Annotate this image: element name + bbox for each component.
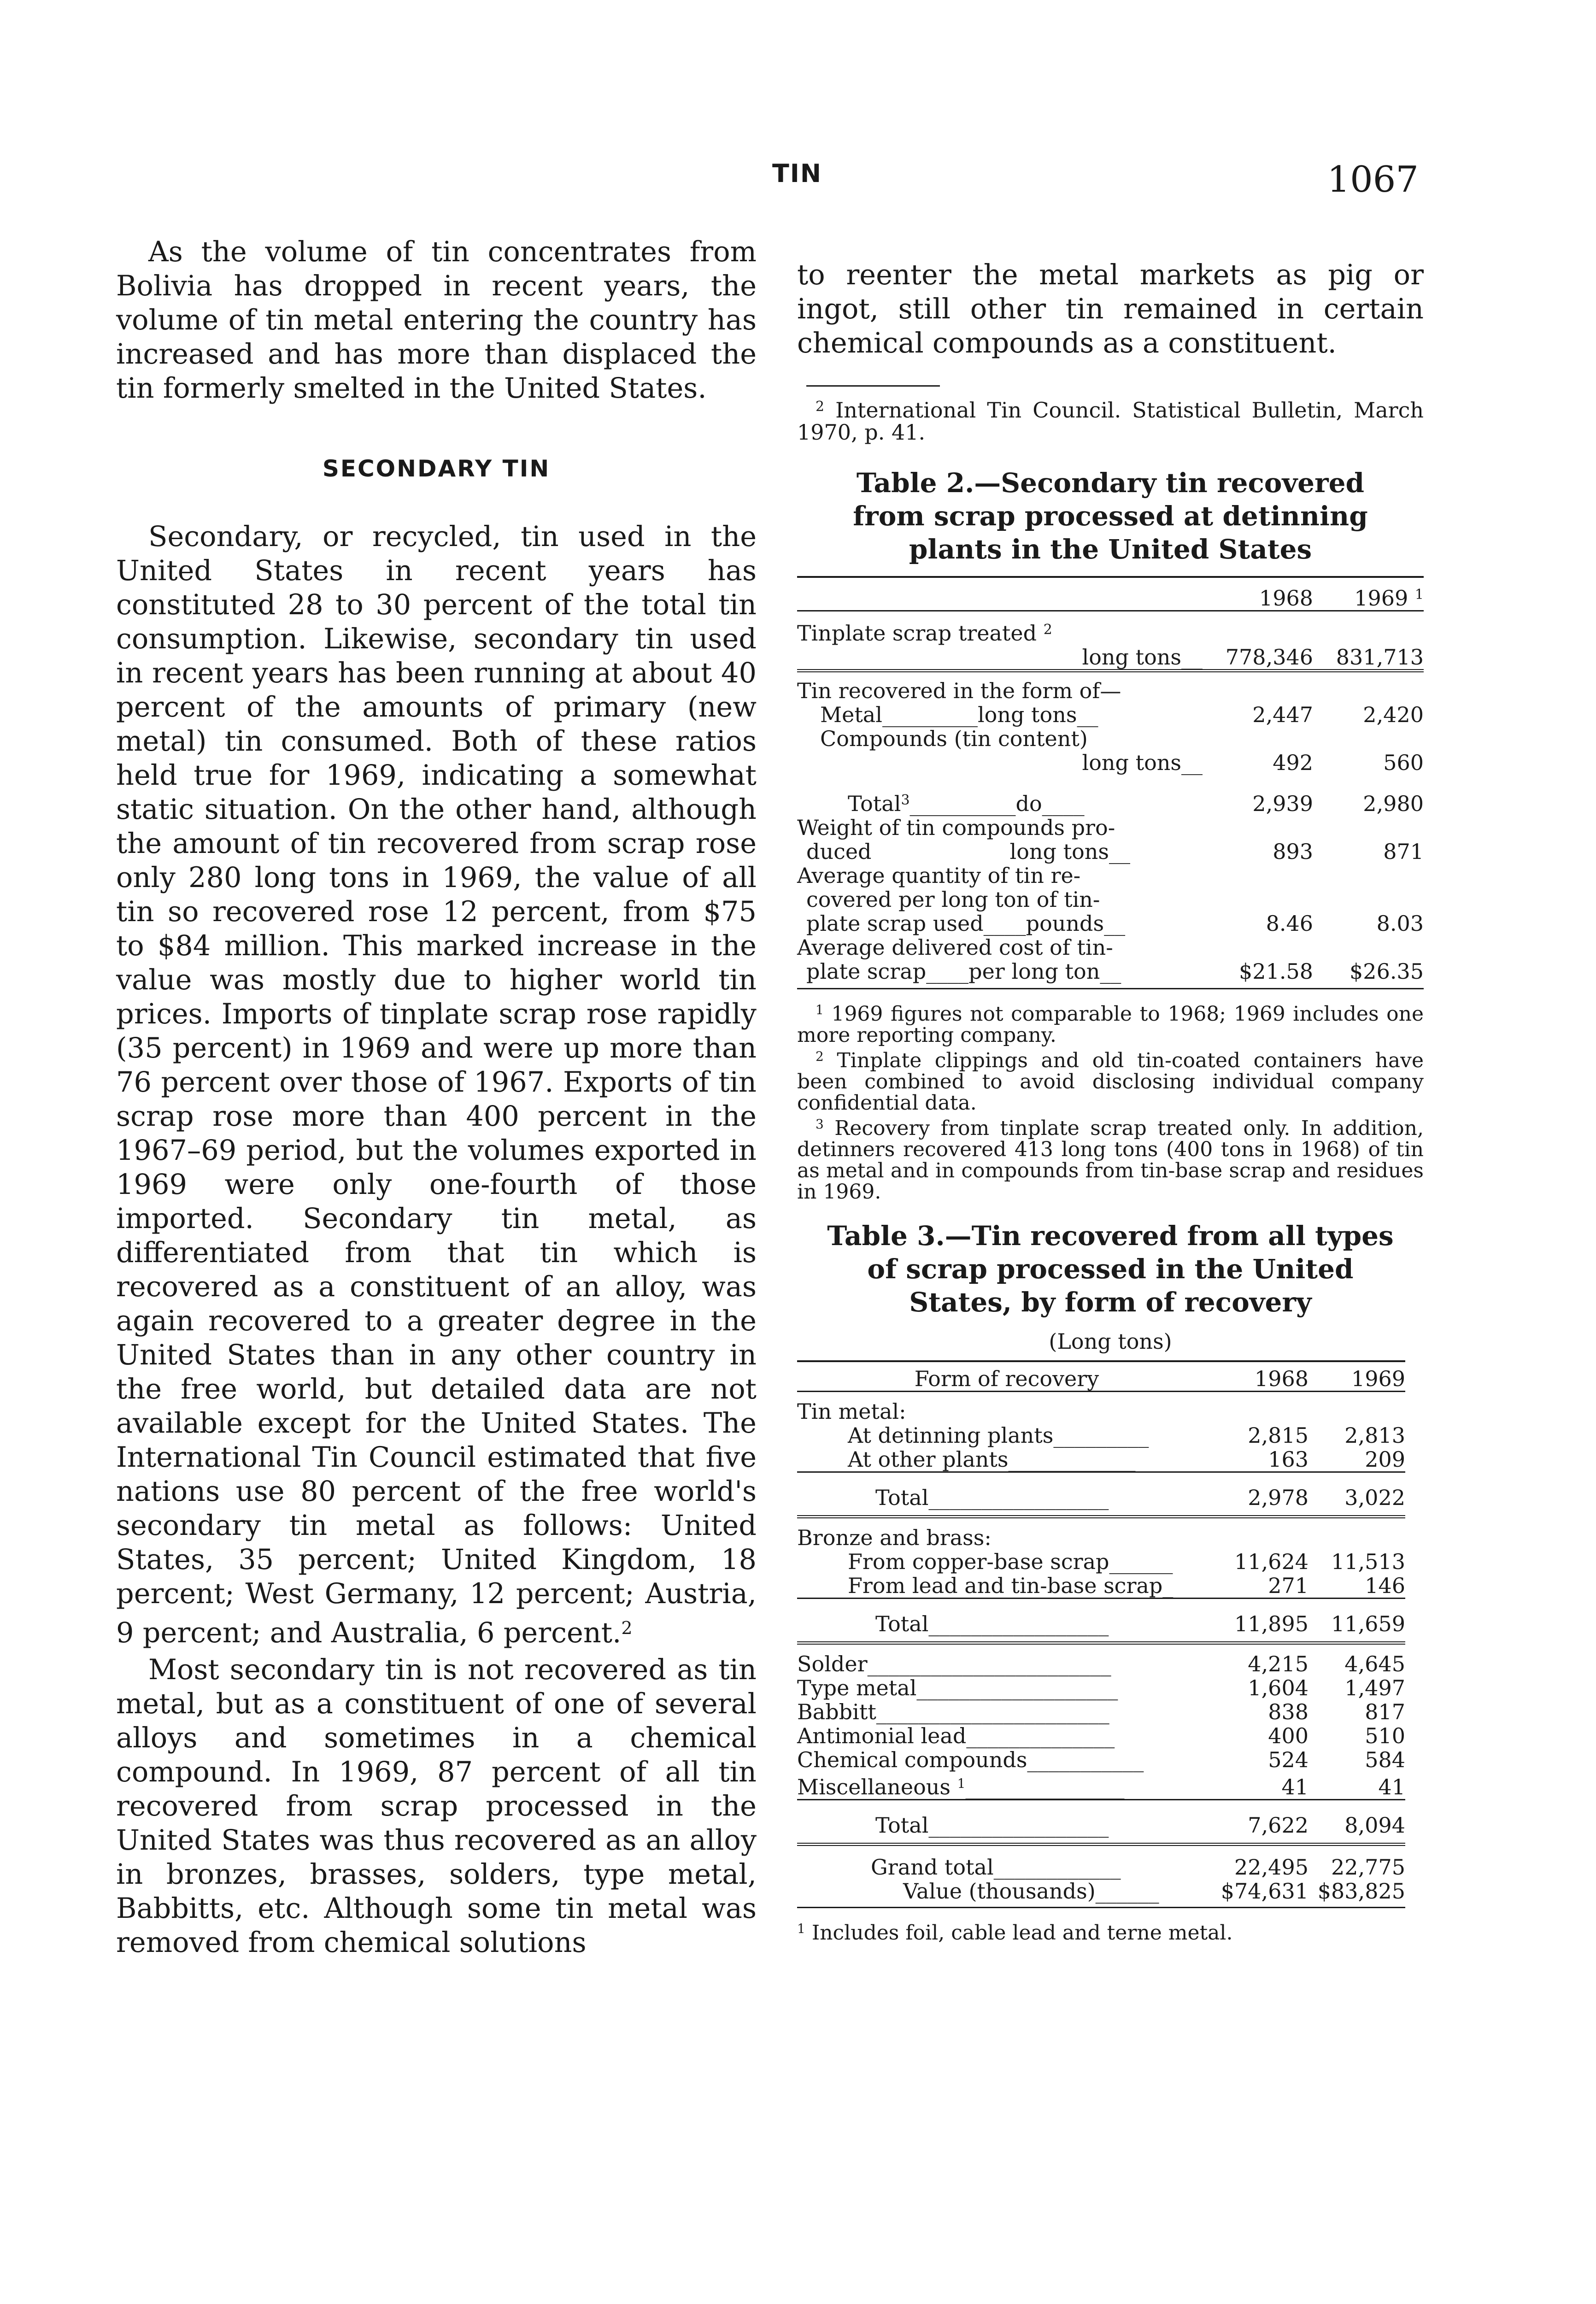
note-text: Includes foil, cable lead and terne metal. [811, 1921, 1233, 1945]
table-row [797, 1643, 1405, 1676]
table-2-col-1969 [1313, 577, 1424, 611]
table-2-label: long tons__ [1082, 645, 1203, 670]
table-row [797, 911, 1424, 935]
table-3-label: Babbitt______________________ [797, 1699, 1109, 1724]
table-3-value-1968: 1,604 [1248, 1675, 1308, 1700]
table-row [797, 816, 1424, 840]
table-2-label: plate scrap____per long ton__ [806, 959, 1121, 984]
table-3-col-1969: 1969 [1351, 1366, 1405, 1391]
table-row [797, 1574, 1405, 1599]
table-2-label: Compounds (tin content) [820, 726, 1088, 751]
table-2-note-2 [797, 1046, 1424, 1114]
table-row [797, 1423, 1405, 1447]
table-2-label: plate scrap used____pounds__ [806, 911, 1126, 936]
table-2-value-1968: 893 [1273, 839, 1313, 864]
table-2-total-ref: 3 [901, 792, 910, 808]
table-2-label: Metal_________long tons__ [820, 702, 1098, 727]
table-row [797, 840, 1424, 864]
table-3-label: Chemical compounds___________ [797, 1747, 1144, 1772]
table-3-value-1969: 8,094 [1344, 1813, 1405, 1838]
table-row [797, 935, 1424, 959]
section-heading: SECONDARY TIN [322, 455, 551, 482]
table-2 [797, 576, 1424, 989]
table-3-label: Tin metal: [797, 1399, 906, 1424]
table-3-note [797, 1918, 1424, 1944]
table-2-value-1968: 492 [1273, 750, 1313, 775]
right-column [797, 258, 1424, 1944]
table-3-value-1968: 2,815 [1248, 1423, 1308, 1448]
table-row [797, 1800, 1405, 1845]
table-row [797, 864, 1424, 888]
table-3-value-1968: 22,495 [1234, 1855, 1308, 1880]
table-3-value-1968: 11,624 [1234, 1549, 1308, 1574]
table-3 [797, 1360, 1405, 1908]
table-2-note-3 [797, 1114, 1424, 1203]
table-2-value-1968: 8.46 [1266, 911, 1313, 936]
note-number: 1 [797, 1921, 805, 1936]
table-row [797, 645, 1424, 671]
table-3-label-text: Miscellaneous [797, 1775, 951, 1799]
table-row [797, 1845, 1405, 1880]
table-3-col-1968: 1968 [1254, 1366, 1308, 1391]
table-2-title: Table 2.—Secondary tin recovered from scrap processed at detinning plants in the United States [853, 467, 1368, 565]
table-3-value-1968: 271 [1268, 1573, 1308, 1598]
table-2-total-suffix: __________do____ [909, 791, 1085, 816]
table-row [797, 727, 1424, 751]
table-3-value-1968: 838 [1268, 1699, 1308, 1724]
table-2-label [797, 611, 1207, 646]
table-3-label: Total_________________ [875, 1611, 1109, 1636]
table-row [797, 1700, 1405, 1724]
table-3-value-1969: 4,645 [1344, 1652, 1405, 1676]
table-row [797, 1748, 1405, 1772]
table-3-value-1968: 4,215 [1248, 1652, 1308, 1676]
table-row [797, 1599, 1405, 1643]
table-3-value-1969: $83,825 [1317, 1879, 1405, 1904]
table-2-note-1 [797, 999, 1424, 1046]
table-3-value-1968: 163 [1268, 1447, 1308, 1472]
paragraph-alloys: Most secondary tin is not recovered as tin metal, but as a constituent of one of several alloys and sometimes in a chemical compound. In 1969, 87 percent of all tin recovered from scrap processed in the United States was thus recovered as an alloy in bronzes, brasses, solders, type metal, Babbitts, etc. Although some tin metal was removed from chemical solutions [116, 1654, 757, 1959]
table-2-header-blank [797, 577, 1207, 611]
table-2-value-1968: 778,346 [1225, 645, 1313, 670]
table-3-value-1968: 41 [1281, 1775, 1308, 1799]
table-3-label: At other plants____________ [848, 1447, 1136, 1472]
table-3-label: Type metal___________________ [797, 1675, 1118, 1700]
table-2-value-1969: 8.03 [1376, 911, 1424, 936]
table-3-value-1968: 2,978 [1248, 1485, 1308, 1510]
table-3-label: Bronze and brass: [797, 1525, 992, 1550]
table-row [797, 671, 1424, 703]
table-3-label: Total_________________ [875, 1813, 1109, 1838]
table-3-value-1969: 817 [1365, 1699, 1405, 1724]
table-3-header-row [797, 1361, 1405, 1392]
table-2-label [797, 775, 1207, 816]
left-column [116, 235, 757, 1960]
table-2-label: Average quantity of tin re- [797, 863, 1081, 888]
table-3-label-ref: 1 [957, 1776, 966, 1791]
table-2-value-1968: 2,447 [1252, 702, 1313, 727]
table-3-label: Antimonial lead______________ [797, 1723, 1115, 1748]
table-row [797, 1392, 1405, 1424]
table-2-value-1969: 871 [1383, 839, 1424, 864]
table-2-label: Average delivered cost of tin- [797, 935, 1113, 960]
table-2-label-text: Tinplate scrap treated [797, 621, 1037, 646]
table-3-subtitle: (Long tons) [1049, 1329, 1172, 1354]
table-3-label [797, 1772, 1216, 1800]
table-3-label: At detinning plants_________ [848, 1423, 1149, 1448]
note-number: 1 [816, 1002, 824, 1017]
table-2-label: long tons__ [1082, 750, 1203, 775]
table-2-total-label: Total [848, 791, 901, 816]
footnote-divider [806, 385, 940, 387]
table-2-label: covered per long ton of tin- [806, 887, 1100, 912]
running-title: TIN [772, 159, 822, 188]
table-3-value-1969: 22,775 [1331, 1855, 1405, 1880]
paragraph-bolivia: As the volume of tin concentrates from Bolivia has dropped in recent years, the volume of tin metal entering the country has increased and has more than displaced the tin formerly smelted in the United States. [116, 236, 757, 405]
table-2-label: Tin recovered in the form of— [797, 678, 1121, 703]
table-3-title: Table 3.—Tin recovered from all types of scrap processed in the United States, by form of recovery [827, 1220, 1394, 1318]
footnote-2-number: 2 [816, 399, 825, 415]
table-2-label: Weight of tin compounds pro- [797, 815, 1115, 840]
table-3-value-1969: 2,813 [1344, 1423, 1405, 1448]
table-3-value-1968: 524 [1268, 1747, 1308, 1772]
table-2-col-1969-ref: 1 [1414, 587, 1424, 603]
table-row [797, 703, 1424, 727]
table-row [797, 1724, 1405, 1748]
table-3-value-1969: 1,497 [1344, 1675, 1405, 1700]
table-row [797, 1676, 1405, 1700]
table-3-col-form: Form of recovery [914, 1366, 1099, 1391]
table-2-label-suffix: long tons__ [1009, 839, 1131, 864]
table-2-value-1969: $26.35 [1350, 959, 1424, 984]
table-row [797, 751, 1424, 775]
table-3-value-1969: 3,022 [1344, 1485, 1405, 1510]
note-text: Recovery from tinplate scrap treated only. In addition, detinners recovered 413 long tons (400 tons in 1968) of tin as metal and in compounds from tin-base scrap and residues in 1969. [797, 1117, 1424, 1204]
table-2-value-1968: 2,939 [1252, 791, 1313, 816]
page-number: 1067 [1327, 159, 1419, 200]
note-text: Tinplate clippings and old tin-coated containers have been combined to avoid disclosing individual company confidential data. [797, 1049, 1424, 1115]
table-2-value-1969: 560 [1383, 750, 1424, 775]
table-2-value-1969: 2,980 [1363, 791, 1424, 816]
table-3-label-suffix: _______________ [965, 1775, 1125, 1799]
table-row [797, 1550, 1405, 1574]
table-2-value-1969: 831,713 [1336, 645, 1424, 670]
table-2-label-text: duced [806, 839, 872, 864]
table-3-value-1969: 584 [1365, 1747, 1405, 1772]
table-3-value-1968: 11,895 [1234, 1611, 1308, 1636]
note-number: 3 [816, 1117, 824, 1132]
table-2-notes [797, 999, 1424, 1203]
note-text: 1969 figures not comparable to 1968; 1969 includes one more reporting company. [797, 1002, 1424, 1047]
table-3-value-1968: 400 [1268, 1723, 1308, 1748]
table-3-label: From copper-base scrap______ [848, 1549, 1173, 1574]
footnote-ref: 2 [621, 1618, 633, 1638]
table-2-col-1969-label: 1969 [1354, 586, 1408, 611]
table-row [797, 1517, 1405, 1550]
table-row [797, 775, 1424, 816]
note-number: 2 [816, 1049, 824, 1064]
table-2-header-row [797, 577, 1424, 611]
table-3-value-1969: 11,659 [1331, 1611, 1405, 1636]
table-3-value-1969: 11,513 [1331, 1549, 1405, 1574]
table-3-value-1969: 209 [1365, 1447, 1405, 1472]
table-row [797, 1879, 1405, 1908]
table-3-value-1969: 510 [1365, 1723, 1405, 1748]
table-row [797, 1472, 1405, 1517]
table-3-label: Total_________________ [875, 1485, 1109, 1510]
table-3-label: From lead and tin-base scrap_ [848, 1573, 1174, 1598]
table-2-value-1968: $21.58 [1239, 959, 1313, 984]
table-row [797, 959, 1424, 989]
table-2-label [797, 840, 1207, 864]
table-row [797, 1447, 1405, 1472]
table-row [797, 611, 1424, 646]
table-2-col-1968: 1968 [1259, 586, 1313, 611]
table-3-label: Value (thousands)______ [903, 1879, 1159, 1904]
table-row [797, 888, 1424, 911]
paragraph-secondary-tin [116, 520, 757, 1650]
footnote-2-text: International Tin Council. Statistical Bulletin, March 1970, p. 41. [797, 398, 1424, 445]
table-3-value-1969: 146 [1365, 1573, 1405, 1598]
table-2-label-ref: 2 [1043, 622, 1052, 638]
table-row [797, 1772, 1405, 1800]
table-3-label: Solder_______________________ [797, 1652, 1111, 1676]
table-3-value-1969: 41 [1378, 1775, 1405, 1799]
footnote-2 [797, 396, 1424, 443]
table-3-label: Grand total____________ [871, 1855, 1121, 1880]
paragraph-secondary-tin-text: Secondary, or recycled, tin used in the United States in recent years has constituted 28 to 30 percent of the total tin consumption. Likewise, secondary tin used in recent years has been running at about 40 percent of the amounts of primary (new metal) tin consumed. Both of these ratios held true for 1969, indicating a somewhat static situation. On the other hand, although the amount of tin recovered from scrap rose only 280 long tons in 1969, the value of all tin so recovered rose 12 percent, from $75 to $84 million. This marked increase in the value was mostly due to higher world tin prices. Imports of tinplate scrap rose rapidly (35 percent) in 1969 and were up more than 76 percent over those of 1967. Exports of tin scrap rose more than 400 percent in the 1967–69 period, but the volumes exported in 1969 were only one-fourth of those imported. Secondary tin metal, as differentiated from that tin which is recovered as a constituent of an alloy, was again recovered to a greater degree in the United States than in any other country in the free world, but detailed data are not available except for the United States. The International Tin Council estimated that five nations use 80 percent of the free world's secondary tin metal as follows: United States, 35 percent; United Kingdom, 18 percent; West Germany, 12 percent; Austria, 9 percent; and Australia, 6 percent. [116, 521, 757, 1649]
table-3-value-1968: 7,622 [1248, 1813, 1308, 1838]
table-2-value-1969: 2,420 [1363, 702, 1424, 727]
table-3-value-1968: $74,631 [1220, 1879, 1308, 1904]
paragraph-continuation: to reenter the metal markets as pig or ingot, still other tin remained in certain chemical compounds as a constituent. [797, 259, 1424, 359]
